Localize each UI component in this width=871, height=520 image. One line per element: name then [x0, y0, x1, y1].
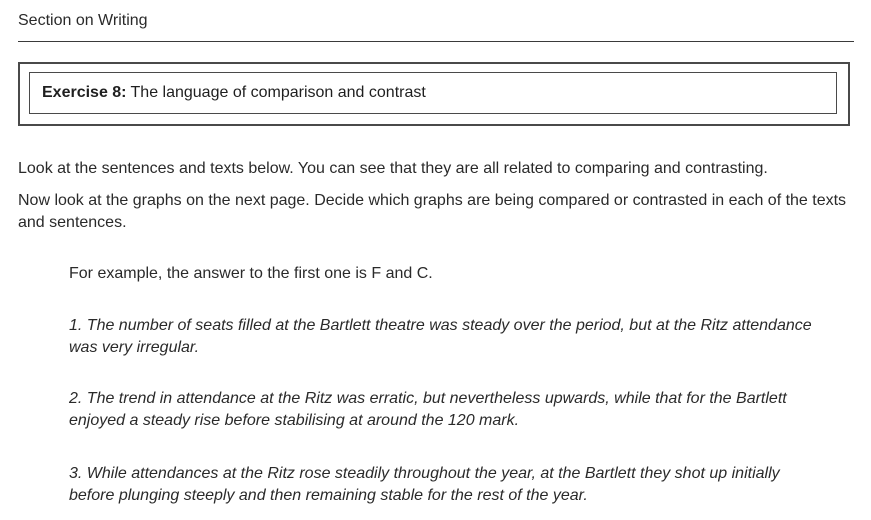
instruction-paragraph-1: Look at the sentences and texts below. You can see that they are all related to comparing and contrasting. [18, 160, 768, 177]
instruction-paragraph-2: Now look at the graphs on the next page. Decide which graphs are being compared or contrasted in each of the texts and sentences. [18, 192, 847, 231]
sentence-item-2: 2. The trend in attendance at the Ritz was erratic, but nevertheless upwards, while that for the Bartlett enjoyed a steady rise before stabilising at around the 120 mark. [69, 390, 787, 429]
sentence-item-1: 1. The number of seats filled at the Bartlett theatre was steady over the period, but at the Ritz attendance was very irregular. [69, 317, 812, 356]
section-header: Section on Writing [18, 12, 148, 29]
exercise-title: The language of comparison and contrast [130, 84, 426, 101]
exercise-title-box [29, 72, 837, 114]
example-answer: For example, the answer to the first one is F and C. [69, 265, 433, 282]
exercise-box [18, 62, 850, 126]
exercise-label: Exercise 8: [42, 84, 127, 101]
header-divider [18, 41, 854, 42]
sentence-item-3: 3. While attendances at the Ritz rose steadily throughout the year, at the Bartlett they shot up initially before plunging steeply and then remaining stable for the rest of the year. [69, 465, 780, 504]
